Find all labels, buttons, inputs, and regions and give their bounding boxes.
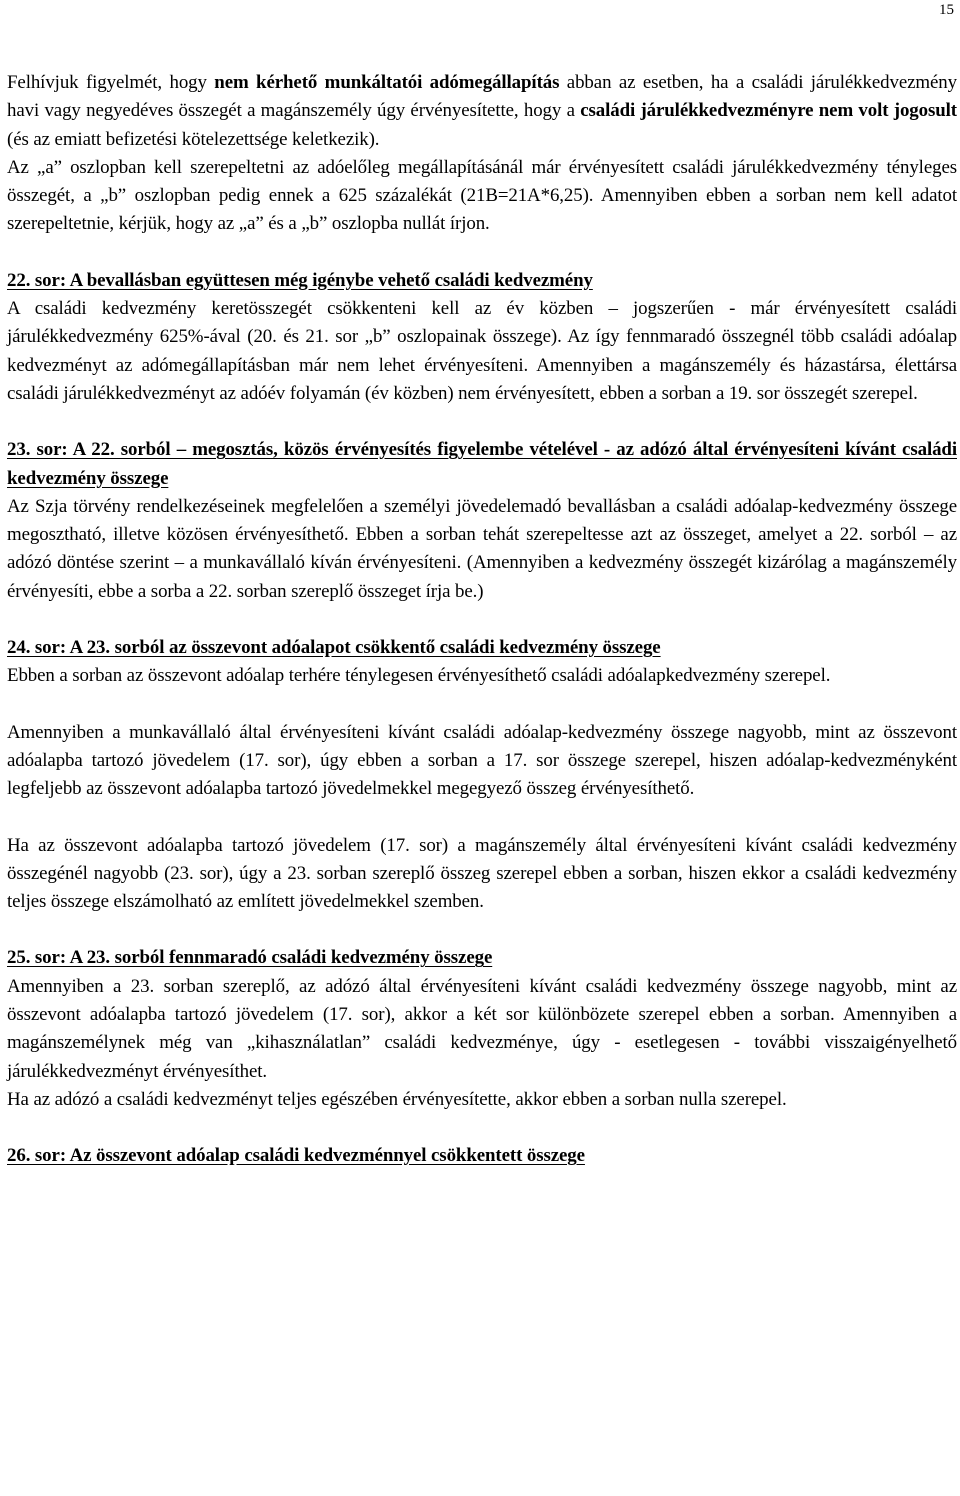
section-heading-26: 26. sor: Az összevont adóalap családi kedvezménnyel csökkentett összege — [7, 1145, 585, 1167]
document-body — [7, 69, 957, 1171]
bold-text: családi járulékkedvezményre nem volt jogosult — [580, 100, 957, 122]
page-number: 15 — [939, 2, 954, 18]
text: abban az esetben, ha a családi járulékkedvezmény havi vagy negyedéves összegét a magánszemély úgy érvényesítette, hogy a — [7, 72, 957, 122]
section-heading-25: 25. sor: A 23. sorból fennmaradó családi kedvezmény összege — [7, 947, 493, 969]
paragraph-25b: Ha az adózó a családi kedvezményt teljes egészében érvényesítette, akkor ebben a sorban nulla szerepel. — [7, 1088, 787, 1110]
section-heading-22: 22. sor: A bevallásban együttesen még igénybe vehető családi kedvezmény — [7, 269, 593, 291]
paragraph-24c: Ha az összevont adóalapba tartozó jövedelem (17. sor) a magánszemély által érvényesíteni kívánt családi kedvezmény összegénél nagyobb (23. sor), úgy a 23. sorban szereplő összeg szerepel ebben a sorban, hiszen ekkor a családi kedvezmény teljes összege elszámolható az említett jövedelmekkel szemben. — [7, 834, 957, 913]
text: (és az emiatt befizetési kötelezettsége keletkezik). — [7, 128, 380, 150]
paragraph-24b: Amennyiben a munkavállaló által érvényesíteni kívánt családi adóalap-kedvezmény összege nagyobb, mint az összevont adóalapba tartozó jövedelem (17. sor), úgy ebben a sorban a 17. sor összege szerepel, hiszen adóalap-kedvezményként legfeljebb az összevont adóalapba tartozó jövedelmekkel megegyező összeg érvényesíthető. — [7, 721, 957, 800]
paragraph-24a: Ebben a sorban az összevont adóalap terhére ténylegesen érvényesíthető családi adóalapkedvezmény szerepel. — [7, 665, 831, 687]
bold-text: nem kérhető munkáltatói adómegállapítás — [214, 72, 560, 93]
section-heading-24: 24. sor: A 23. sorból az összevont adóalapot csökkentő családi kedvezmény összege — [7, 637, 661, 659]
paragraph-25a: Amennyiben a 23. sorban szereplő, az adózó által érvényesíteni kívánt családi kedvezmény összege nagyobb, mint az összevont adóalapba tartozó jövedelem (17. sor), akkor a két sor különbözete szerepel ebben a sorban. Amennyiben a magánszemélynek még van „kihasználatlan” családi kedvezménye, úgy - esetlegesen - további visszaigényelhető járulékkedvezményt érvényesíthet. — [7, 975, 957, 1082]
section-heading-23: 23. sor: A 22. sorból – megosztás, közös érvényesítés figyelembe vételével - az adózó által érvényesíteni kívánt családi kedvezmény összege — [7, 439, 957, 489]
text: Felhívjuk figyelmét, hogy — [7, 72, 215, 93]
paragraph-22: A családi kedvezmény keretösszegét csökkenteni kell az év közben – jogszerűen - már érvényesített családi járulékkedvezmény 625%-ával (20. és 21. sor „b” oszlopainak összege). Az így fennmaradó összegnél több családi adóalap kedvezményt az adómegállapításban már nem lehet érvényesíteni. Amennyiben a magánszemély és házastársa, élettársa családi járulékkedvezményt az adóév folyamán (év közben) nem érvényesített, ebben a sorban a 19. sor összegét szerepel. — [7, 298, 957, 404]
paragraph-intro — [7, 69, 957, 154]
paragraph-columns: Az „a” oszlopban kell szerepeltetni az adóelőleg megállapításánál már érvényesített családi járulékkedvezmény tényleges összegét, a „b” oszlopban pedig ennek a 625 százalékát (21B=21A*6,25). Amennyiben ebben a sorban nem kell adatot szerepeltetnie, kérjük, hogy az „a” és a „b” oszlopba nullát írjon. — [7, 156, 957, 235]
paragraph-23: Az Szja törvény rendelkezéseinek megfelelően a személyi jövedelemadó bevallásban a családi adóalap-kedvezmény összege megosztható, illetve közösen érvényesíthető. Ebben a sorban tehát szerepeltesse azt az összeget, amelyet a 22. sorból – az adózó döntése szerint – a munkavállaló kíván érvényesíteni. (Amennyiben a kedvezmény összegét kizárólag a magánszemély érvényesíti, ebbe a sorba a 22. sorban szereplő összeget írja be.) — [7, 495, 957, 602]
